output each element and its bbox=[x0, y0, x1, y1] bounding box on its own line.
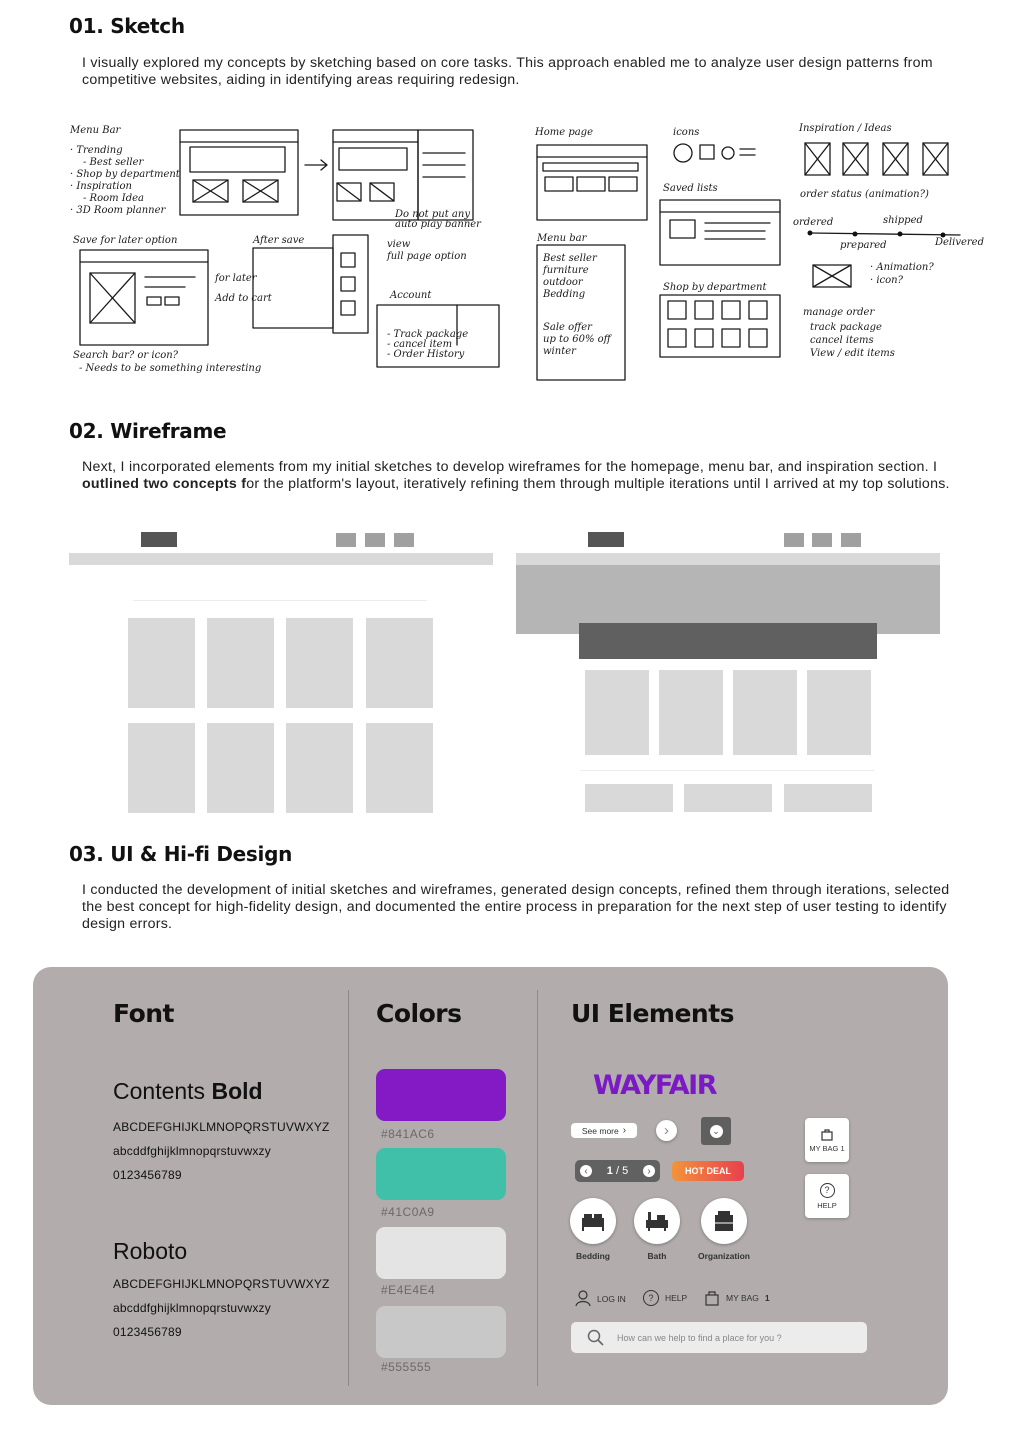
my-bag-card[interactable]: MY BAG 1 bbox=[805, 1118, 849, 1162]
font-sample-contents: Contents Bold bbox=[113, 1078, 263, 1104]
wf2-strip-card bbox=[784, 784, 872, 812]
color-hex-label: #E4E4E4 bbox=[381, 1283, 436, 1297]
wf2-strip-card bbox=[684, 784, 772, 812]
category-label: Bedding bbox=[576, 1251, 610, 1261]
svg-text:full page option: full page option bbox=[387, 251, 467, 262]
wf1-icon-block bbox=[336, 533, 356, 547]
wf1-card bbox=[286, 618, 353, 708]
chevron-right-icon: › bbox=[622, 1125, 627, 1136]
section-title-hifi: 03. UI & Hi-fi Design bbox=[69, 842, 293, 866]
wf2-card bbox=[585, 670, 649, 755]
font-sample-lower: abcddfghijklmnopqrstuvwxzy bbox=[113, 1144, 271, 1158]
svg-text:prepared: prepared bbox=[840, 240, 887, 251]
font-sample-upper: ABCDEFGHIJKLMNOPQRSTUVWXYZ bbox=[113, 1277, 330, 1291]
font-sample-roboto: Roboto bbox=[113, 1238, 188, 1264]
wf1-nav-bar bbox=[69, 553, 493, 565]
login-link[interactable]: LOG IN bbox=[575, 1290, 626, 1307]
svg-text:Bedding: Bedding bbox=[543, 289, 586, 300]
svg-text:icons: icons bbox=[673, 127, 700, 138]
svg-text:Home page: Home page bbox=[535, 127, 594, 138]
wf1-icon-block bbox=[365, 533, 385, 547]
svg-text:Sale offer: Sale offer bbox=[543, 322, 592, 333]
svg-text:furniture: furniture bbox=[543, 265, 589, 276]
svg-text:ordered: ordered bbox=[793, 217, 834, 228]
bag-icon bbox=[704, 1290, 720, 1306]
svg-text:outdoor: outdoor bbox=[543, 277, 583, 288]
font-sample-lower: abcddfghijklmnopqrstuvwxzy bbox=[113, 1301, 271, 1315]
color-hex-label: #555555 bbox=[381, 1360, 432, 1374]
svg-text:Saved lists: Saved lists bbox=[663, 183, 718, 194]
svg-text:winter: winter bbox=[543, 346, 576, 357]
wf2-card bbox=[659, 670, 723, 755]
category-bedding-button[interactable] bbox=[570, 1198, 616, 1244]
wf2-icon-block bbox=[812, 533, 832, 547]
help-icon: ? bbox=[820, 1183, 835, 1198]
category-bath-button[interactable] bbox=[634, 1198, 680, 1244]
section-title-sketch: 01. Sketch bbox=[69, 14, 185, 38]
colors-heading: Colors bbox=[376, 999, 462, 1028]
search-icon bbox=[587, 1329, 605, 1347]
svg-text:Add to cart: Add to cart bbox=[215, 293, 272, 304]
color-swatch-light-gray bbox=[376, 1227, 506, 1279]
svg-text:up to 60% off: up to 60% off bbox=[543, 334, 611, 345]
category-label: Bath bbox=[647, 1251, 667, 1261]
wf2-strip-card bbox=[585, 784, 673, 812]
color-swatch-teal bbox=[376, 1148, 506, 1200]
wireframe-description: Next, I incorporated elements from my initial sketches to develop wireframes for the homepage, menu bar, and inspiration section. I outlined two concepts for the platform's layout, iteratively refining them through multiple iterations until I arrived at my top solutions. bbox=[82, 459, 950, 492]
wf1-card bbox=[366, 618, 433, 708]
bag-icon bbox=[820, 1128, 834, 1141]
wf1-card bbox=[366, 723, 433, 813]
page-indicator: 1 / 5 bbox=[606, 1165, 629, 1177]
svg-text:Inspiration / Ideas: Inspiration / Ideas bbox=[799, 123, 892, 134]
svg-text:manage order: manage order bbox=[803, 307, 875, 318]
svg-text:Menu bar: Menu bar bbox=[537, 233, 587, 244]
color-hex-label: #841AC6 bbox=[381, 1127, 435, 1141]
font-sample-digits: 0123456789 bbox=[113, 1325, 182, 1339]
color-swatch-purple bbox=[376, 1069, 506, 1121]
pagination-control bbox=[575, 1160, 660, 1182]
color-hex-label: #41C0A9 bbox=[381, 1205, 435, 1219]
svg-text:Shop by department: Shop by department bbox=[663, 282, 767, 293]
wf2-logo-block bbox=[588, 532, 624, 547]
sketch-description: I visually explored my concepts by sketching based on core tasks. This approach enabled me to analyze user design patterns from competitive websites, aiding in identifying areas requiring redesign. bbox=[82, 55, 933, 88]
svg-text:After save: After save bbox=[253, 235, 305, 246]
wf1-card bbox=[128, 618, 195, 708]
category-organization-button[interactable] bbox=[701, 1198, 747, 1244]
wf1-card bbox=[207, 723, 274, 813]
svg-text:View / edit items: View / edit items bbox=[810, 348, 895, 359]
section-title-wireframe: 02. Wireframe bbox=[69, 419, 227, 443]
svg-text:auto play banner: auto play banner bbox=[395, 219, 481, 230]
chevron-right-icon: › bbox=[664, 1122, 669, 1139]
svg-text:- Needs to be something intere: - Needs to be something interesting bbox=[79, 363, 262, 374]
wf1-card bbox=[207, 618, 274, 708]
wf2-icon-block bbox=[841, 533, 861, 547]
hot-deal-badge: HOT DEAL bbox=[672, 1161, 744, 1181]
wf2-menu-block bbox=[579, 623, 877, 659]
wf1-card bbox=[286, 723, 353, 813]
hifi-description: I conducted the development of initial sketches and wireframes, generated design concepts, refined them through iterations, selected the best concept for high-fidelity design, and documented the entire process in preparation for the next step of user testing to identify design errors. bbox=[82, 882, 950, 932]
svg-text:Do not put any: Do not put any bbox=[395, 209, 470, 220]
see-more-button[interactable]: See more › bbox=[571, 1123, 637, 1138]
svg-text:· icon?: · icon? bbox=[870, 275, 903, 286]
wf1-icon-block bbox=[394, 533, 414, 547]
color-swatch-gray bbox=[376, 1306, 506, 1358]
svg-text:Search bar? or icon?: Search bar? or icon? bbox=[73, 350, 179, 361]
svg-text:for later: for later bbox=[215, 273, 257, 284]
storage-box-icon bbox=[712, 1209, 736, 1233]
font-sample-digits: 0123456789 bbox=[113, 1168, 182, 1182]
svg-text:- Track package: - Track package bbox=[387, 329, 469, 340]
svg-text:- Best seller: - Best seller bbox=[83, 157, 144, 168]
user-icon bbox=[575, 1290, 591, 1307]
svg-text:- cancel item: - cancel item bbox=[387, 339, 453, 350]
wf2-nav-bar bbox=[516, 553, 940, 565]
font-heading: Font bbox=[113, 999, 174, 1028]
svg-text:Account: Account bbox=[390, 290, 432, 301]
svg-text:view: view bbox=[387, 239, 411, 250]
next-arrow-button[interactable] bbox=[656, 1120, 677, 1141]
category-label: Organization bbox=[698, 1251, 750, 1261]
font-sample-upper: ABCDEFGHIJKLMNOPQRSTUVWXYZ bbox=[113, 1120, 330, 1134]
search-placeholder: How can we help to find a place for you ? bbox=[617, 1332, 782, 1343]
svg-text:Delivered: Delivered bbox=[935, 237, 984, 248]
wf1-card bbox=[128, 723, 195, 813]
wayfair-logo: WAYFAIR bbox=[593, 1070, 717, 1101]
ui-elements-heading: UI Elements bbox=[571, 999, 735, 1028]
bed-icon bbox=[580, 1210, 606, 1232]
chevron-down-icon: ⌄ bbox=[710, 1125, 723, 1138]
prev-page-icon[interactable]: ‹ bbox=[580, 1165, 592, 1177]
help-link[interactable]: ? HELP bbox=[643, 1290, 687, 1306]
svg-text:· Trending: · Trending bbox=[70, 145, 123, 156]
sketch-illustrations bbox=[65, 115, 984, 390]
svg-text:· Animation?: · Animation? bbox=[870, 262, 934, 273]
dropdown-toggle-button[interactable] bbox=[701, 1117, 731, 1145]
svg-text:· 3D Room planner: · 3D Room planner bbox=[70, 205, 166, 216]
wf1-logo-block bbox=[141, 532, 177, 547]
svg-text:shipped: shipped bbox=[883, 215, 923, 226]
bathtub-icon bbox=[644, 1210, 670, 1232]
svg-text:- Room Idea: - Room Idea bbox=[83, 193, 145, 204]
wf2-card bbox=[807, 670, 871, 755]
svg-text:· Shop by department: · Shop by department bbox=[70, 169, 180, 180]
svg-text:track package: track package bbox=[810, 322, 882, 333]
svg-text:cancel items: cancel items bbox=[810, 335, 874, 346]
wf2-icon-block bbox=[784, 533, 804, 547]
search-bar[interactable] bbox=[571, 1322, 867, 1353]
help-card[interactable]: ? HELP bbox=[805, 1174, 849, 1218]
next-page-icon[interactable]: › bbox=[643, 1165, 655, 1177]
svg-text:order status (animation?): order status (animation?) bbox=[800, 189, 929, 200]
svg-text:Save for later option: Save for later option bbox=[73, 235, 178, 246]
my-bag-link[interactable]: MY BAG 1 bbox=[704, 1290, 770, 1306]
help-icon: ? bbox=[643, 1290, 659, 1306]
wf2-card bbox=[733, 670, 797, 755]
sketch-note-menu-bar: Menu Bar bbox=[70, 125, 121, 136]
svg-text:· Inspiration: · Inspiration bbox=[70, 181, 132, 192]
svg-text:- Order History: - Order History bbox=[387, 349, 465, 360]
svg-text:Best seller: Best seller bbox=[543, 253, 597, 264]
